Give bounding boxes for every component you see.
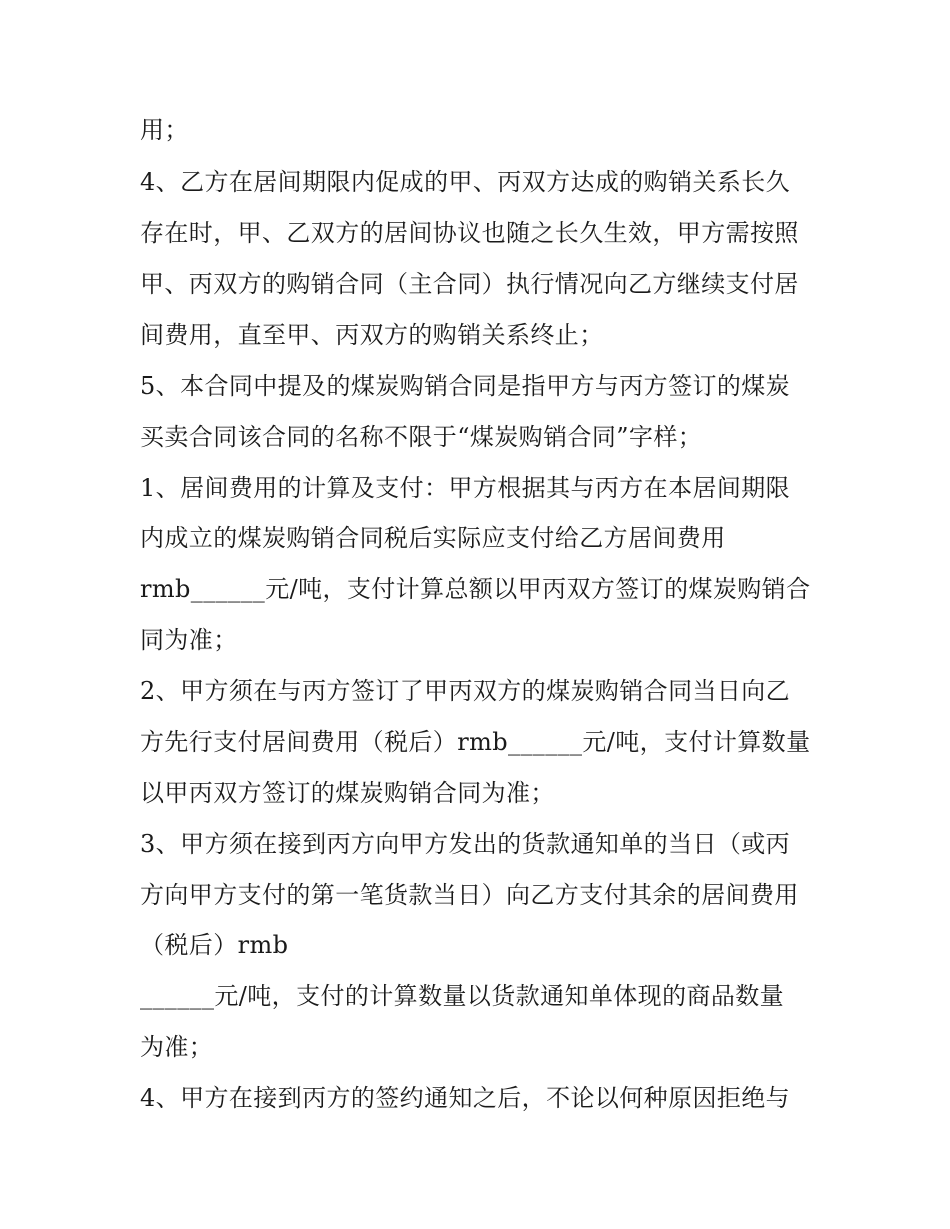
text-line: 甲、丙双方的购销合同（主合同）执行情况向乙方继续支付居 (140, 270, 799, 298)
text-line: 存在时，甲、乙双方的居间协议也随之长久生效，甲方需按照 (140, 219, 799, 247)
text-line: ______元/吨，支付的计算数量以货款通知单体现的商品数量 (140, 982, 785, 1010)
text-line: 间费用，直至甲、丙双方的购销关系终止； (140, 321, 604, 349)
text-line: 1、居间费用的计算及支付：甲方根据其与丙方在本居间期限 (140, 474, 791, 502)
text-line: （税后）rmb (140, 931, 289, 959)
text-line: 2、甲方须在与丙方签订了甲丙双方的煤炭购销合同当日向乙 (140, 677, 791, 705)
text-line: 5、本合同中提及的煤炭购销合同是指甲方与丙方签订的煤炭 (140, 372, 791, 400)
text-line: 同为准； (140, 626, 238, 654)
text-line: 以甲丙双方签订的煤炭购销合同为准； (140, 779, 555, 807)
text-line: 4、甲方在接到丙方的签约通知之后，不论以何种原因拒绝与 (140, 1084, 791, 1112)
text-line: 用； (140, 116, 189, 144)
text-line: 方向甲方支付的第一笔货款当日）向乙方支付其余的居间费用 (140, 881, 799, 909)
text-line: rmb______元/吨，支付计算总额以甲丙双方签订的煤炭购销合 (140, 575, 811, 603)
text-line: 4、乙方在居间期限内促成的甲、丙双方达成的购销关系长久 (140, 168, 791, 196)
text-line: 内成立的煤炭购销合同税后实际应支付给乙方居间费用 (140, 524, 726, 552)
text-line: 3、甲方须在接到丙方向甲方发出的货款通知单的当日（或丙 (140, 830, 791, 858)
text-line: 为准； (140, 1033, 214, 1061)
text-line: 买卖合同该合同的名称不限于“煤炭购销合同”字样； (140, 423, 703, 451)
text-line: 方先行支付居间费用（税后）rmb______元/吨，支付计算数量 (140, 728, 811, 756)
